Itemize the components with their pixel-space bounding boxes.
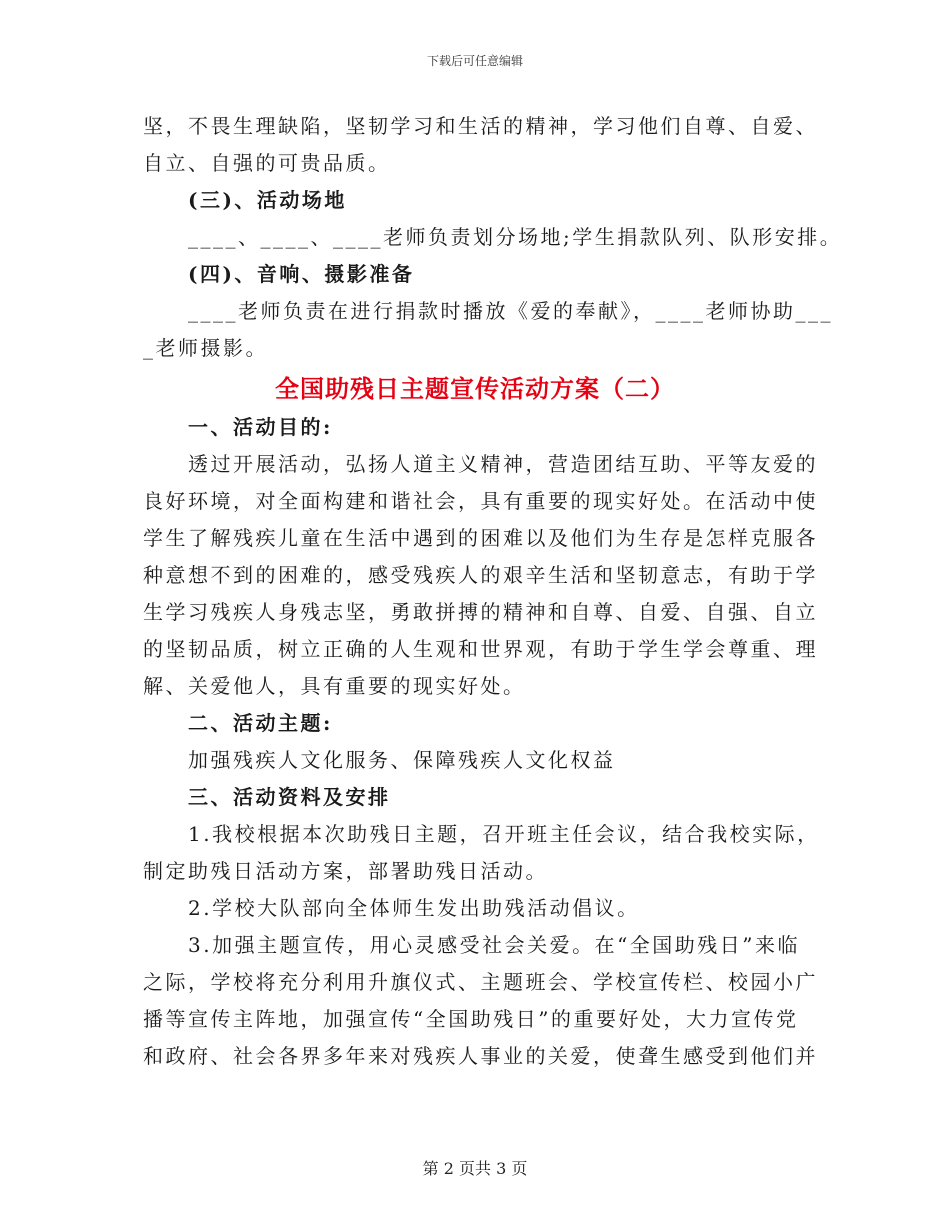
paragraph-line: 透过开展活动，弘扬人道主义精神，营造团结互助、平等友爱的	[188, 452, 818, 476]
paragraph-line: 制定助残日活动方案，部署助残日活动。	[143, 859, 548, 883]
paragraph-line: 学生了解残疾儿童在生活中遇到的困难以及他们为生存是怎样克服各	[143, 526, 818, 550]
paragraph-line: 之际，学校将充分利用升旗仪式、主题班会、学校宣传栏、校园小广	[143, 970, 818, 994]
section-heading: 一、活动目的:	[188, 415, 333, 439]
section-plan-two	[143, 409, 820, 1075]
paragraph-line: 生学习残疾人身残志坚，勇敢拼搏的精神和自尊、自爱、自强、自立	[143, 600, 818, 624]
document-title: 全国助残日主题宣传活动方案（二）	[275, 374, 675, 403]
paragraph-line: 种意想不到的困难的，感受残疾人的艰辛生活和坚韧意志，有助于学	[143, 563, 818, 587]
paragraph-line: 的坚韧品质，树立正确的人生观和世界观，有助于学生学会尊重、理	[143, 637, 818, 661]
paragraph-line: ____老师负责在进行捐款时播放《爱的奉献》，____老师协助___	[188, 299, 833, 323]
paragraph-line: 2.学校大队部向全体师生发出助残活动倡议。	[188, 896, 640, 920]
paragraph-line: 坚，不畏生理缺陷，坚韧学习和生活的精神，学习他们自尊、自爱、	[143, 114, 818, 138]
section-heading: (三)、活动场地	[188, 188, 347, 212]
paragraph-line: 加强残疾人文化服务、保障残疾人文化权益	[188, 748, 616, 772]
paragraph-line: 良好环境，对全面构建和谐社会，具有重要的现实好处。在活动中使	[143, 489, 818, 513]
paragraph-line: 和政府、社会各界多年来对残疾人事业的关爱，使聋生感受到他们并	[143, 1044, 818, 1068]
paragraph-line: 3.加强主题宣传，用心灵感受社会关爱。在“全国助残日”来临	[188, 933, 801, 957]
page-number: 第 2 页共 3 页	[422, 1159, 528, 1178]
section-continuation	[143, 108, 843, 367]
paragraph-line: 解、关爱他人，具有重要的现实好处。	[143, 674, 526, 698]
paragraph-line: ____、____、____老师负责划分场地;学生捐款队列、队形安排。	[188, 225, 843, 249]
paragraph-line: 播等宣传主阵地，加强宣传“全国助残日”的重要好处，大力宣传党	[143, 1007, 799, 1031]
section-heading: 二、活动主题:	[188, 711, 333, 735]
paragraph-line: 自立、自强的可贵品质。	[143, 151, 391, 175]
paragraph-line: 1.我校根据本次助残日主题，召开班主任会议，结合我校实际，	[188, 822, 820, 846]
document-body	[143, 108, 843, 1075]
section-heading: 三、活动资料及安排	[188, 785, 391, 809]
header-note: 下载后可任意编辑	[426, 54, 523, 68]
paragraph-line: _老师摄影。	[143, 336, 268, 360]
section-heading: (四)、音响、摄影准备	[188, 262, 415, 286]
